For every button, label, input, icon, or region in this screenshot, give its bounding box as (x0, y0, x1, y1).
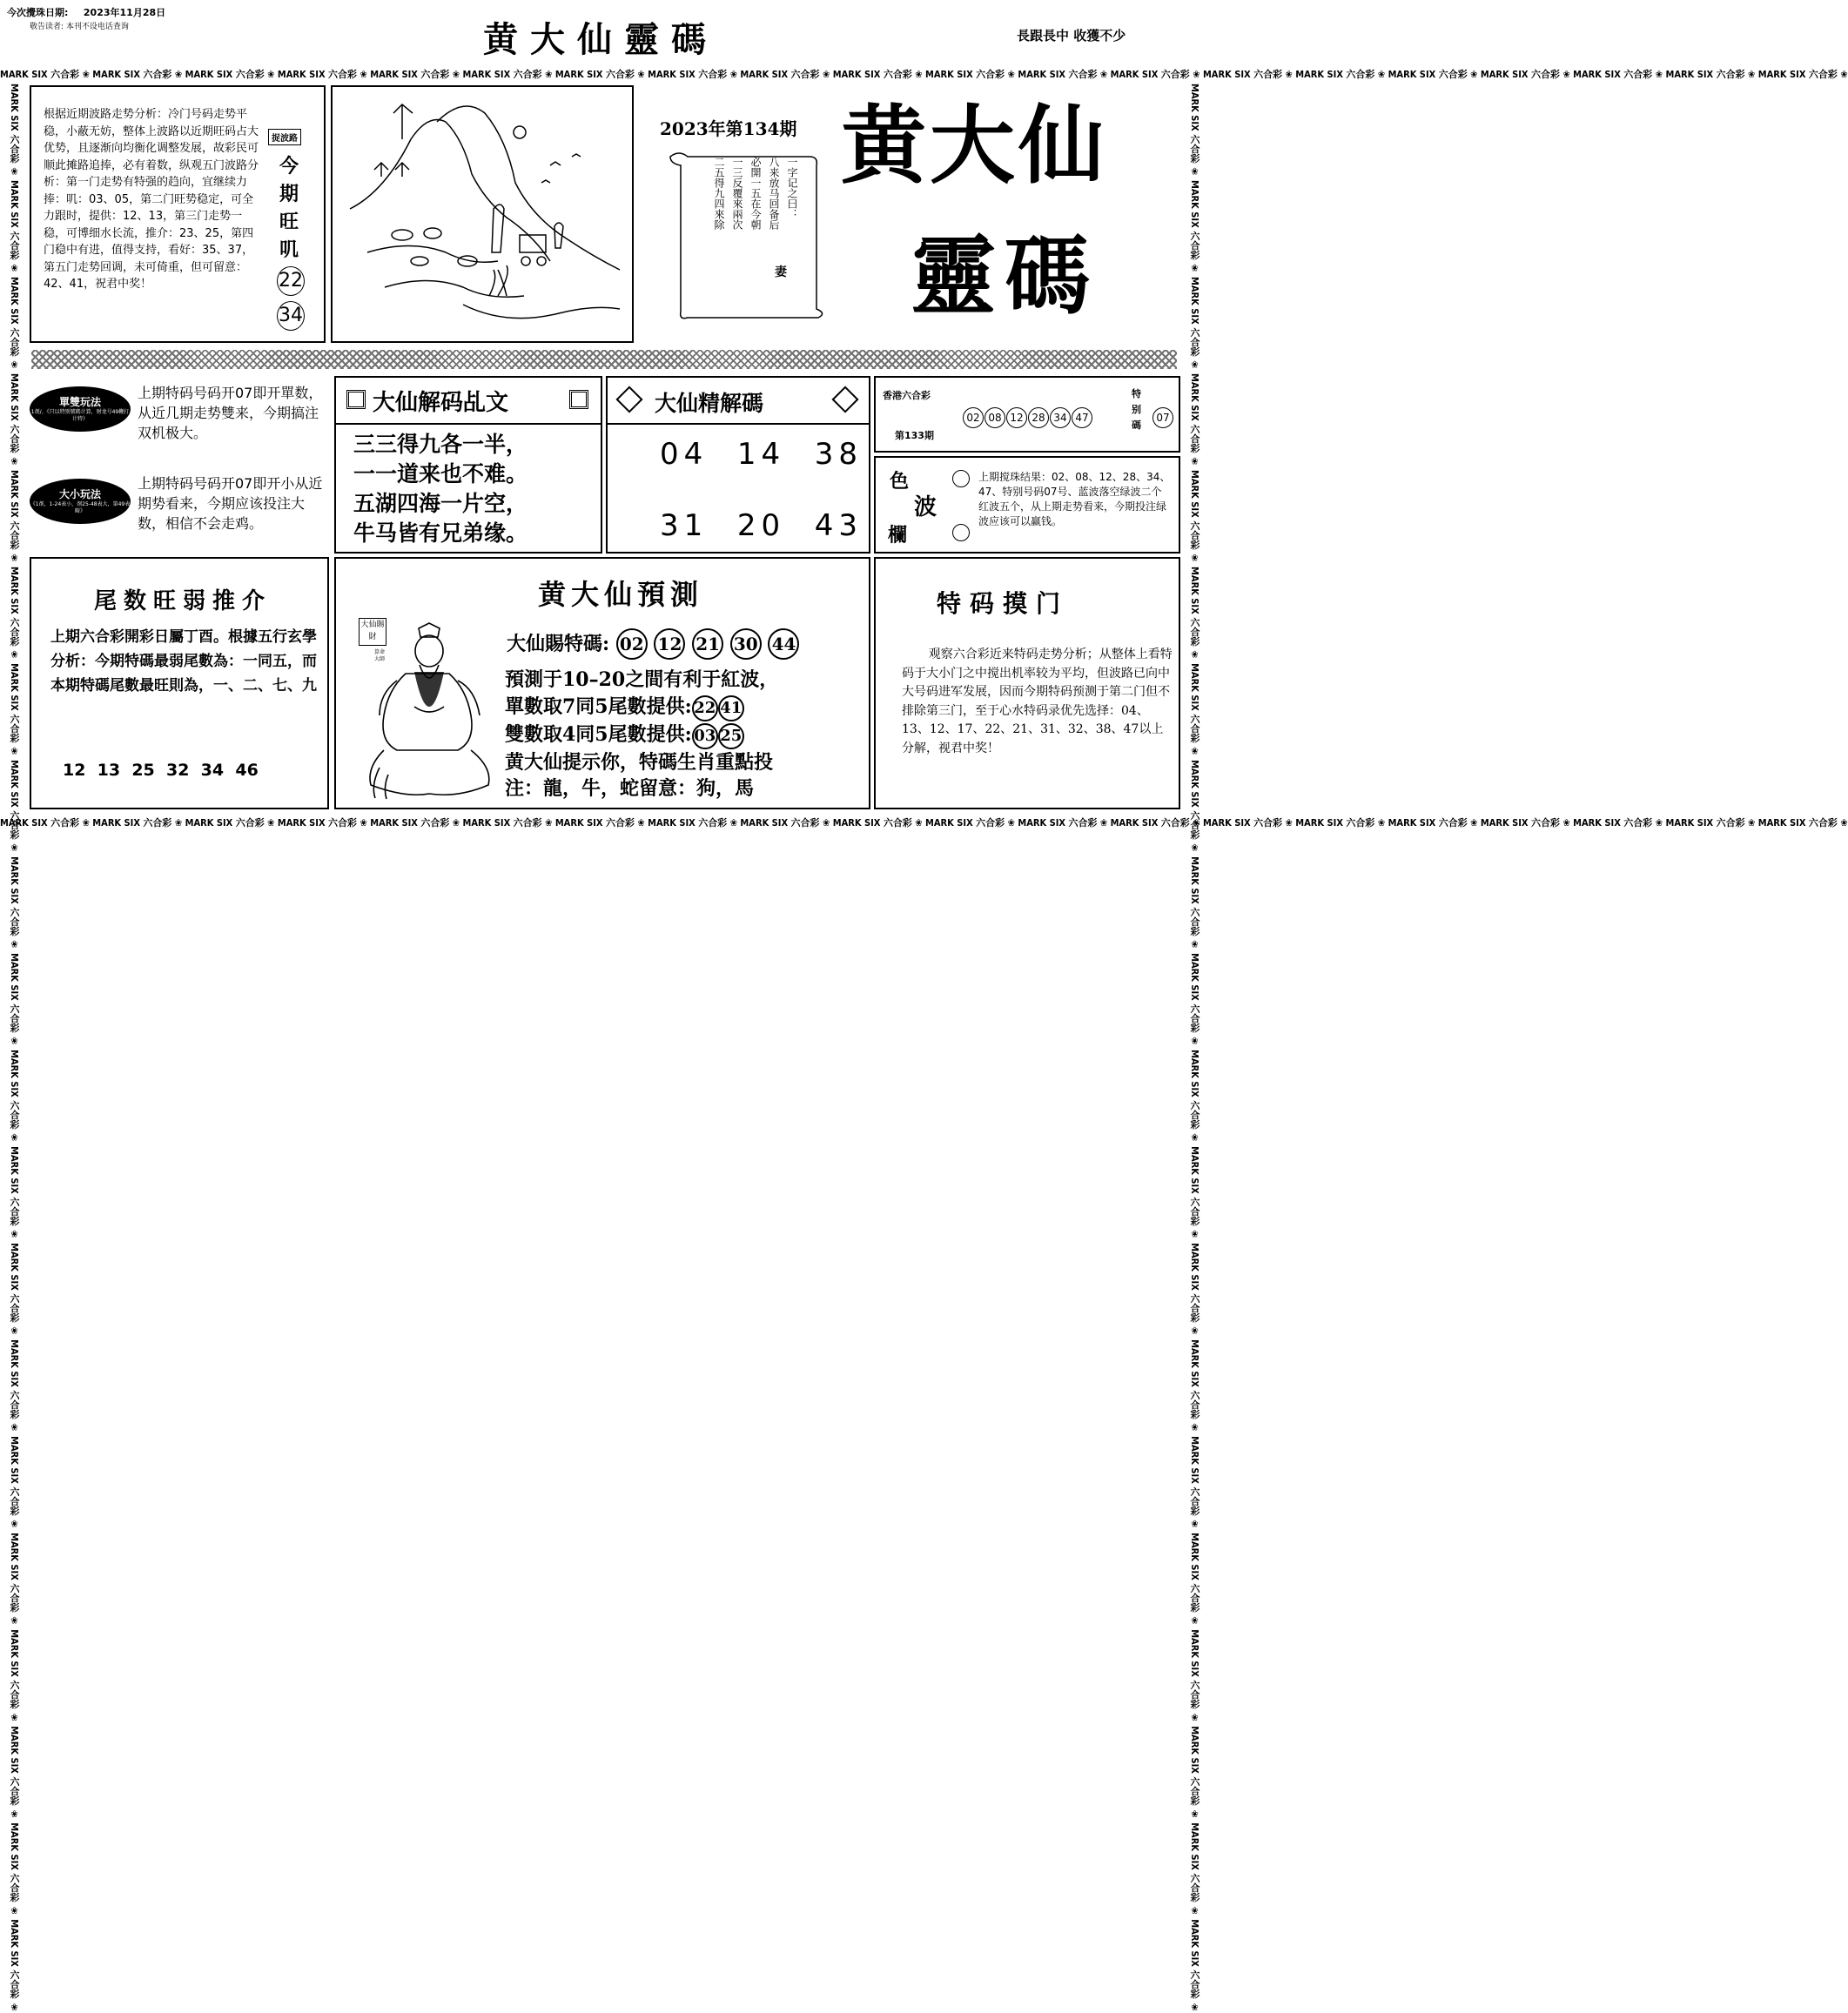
yu-ce-lines (505, 667, 778, 802)
yu-ce-line: 注：龍，牛，蛇留意：狗，馬 (505, 777, 755, 800)
result-panel (874, 376, 1180, 453)
page-title: 黄大仙靈碼 (483, 19, 718, 60)
verse-line: 牛马皆有兄弟缘。 (353, 520, 528, 546)
wei-shu-nums: 12 13 25 32 34 46 (63, 761, 259, 780)
verse-line: 一三反覆來兩次 (731, 157, 743, 230)
wei-shu-text: 上期六合彩開彩日屬丁酉。根據五行玄學分析：今期特碼最弱尾數為：一同五，而本期特碼尾數最旺則為，一、二、七、九 (50, 628, 317, 694)
dan-shuang-note: 1剤/、《只以特别號碼计算，财龙号49鞭打计特》 (30, 409, 130, 422)
result-issue: 第133期 (895, 430, 934, 441)
border-text: MARK SIX 六合彩 ❀ MARK SIX 六合彩 ❀ MARK SIX 六合彩 ❀ MARK SIX 六合彩 ❀ MARK SIX 六合彩 ❀ MARK SIX 六合彩 ❀ MARK SIX 六合彩 ❀ MARK SIX 六合彩 ❀ MARK SIX 六合彩 ❀ MARK SIX 六合彩 ❀ MARK SIX 六合彩 ❀ MARK SIX 六合彩 ❀ MARK SIX 六合彩 ❀ MARK SIX 六合彩 ❀ MARK SIX 六合彩 ❀ MARK SIX 六合彩 ❀ MARK SIX 六合彩 ❀ MARK SIX 六合彩 ❀ MARK SIX 六合彩 ❀ MARK SIX 六合彩 ❀ (9, 84, 20, 2013)
verse-line: 一一道来也不难。 (353, 461, 528, 486)
slogan: 長跟長中 收獲不少 (1017, 28, 1126, 44)
verse-line: 必開一五在今朝 (749, 157, 762, 230)
wei-shu-title: 尾数旺弱推介 (94, 588, 272, 614)
yu-ce-num: 03 (692, 723, 718, 749)
yu-ce-num: 25 (718, 723, 744, 749)
diamond-ornament-icon (831, 386, 858, 413)
ci-label: 大仙賜特碼: (507, 633, 610, 655)
jing-jie-title: 大仙精解碼 (655, 391, 764, 416)
da-xiao-tag-label: 大小玩法 (58, 488, 101, 500)
bo-lu-text: 根据近期波路走势分析：冷门号码走势平稳，小蔽无妨，整体上波路以近期旺码占大优势，且逐渐向均衡化调整发展，故彩民可顺此摊路追捧，必有着数，纵观五门波路分析：第一门走势有特强的趋向，宜继续力捧：叽：03、05，第二门旺势稳定，可全力跟时，提供：12、13，第三门走势一稳，可博细水长流，推介：23、25，第四门稳中有进，值得支持，看好：35、37，第五门走势回调，未可倚重，但可留意：42、41，祝君中奖！ (44, 108, 259, 291)
jing-jie-row2: 31 20 43 (660, 508, 864, 543)
border-bottom (0, 815, 1848, 832)
sage-illustration (353, 620, 501, 804)
yu-ce-title: 黄大仙預測 (538, 578, 704, 611)
ci-num: 44 (768, 628, 799, 660)
circle-icon (952, 524, 970, 541)
luan-wen-panel (334, 376, 602, 554)
special-ball: 07 (1152, 407, 1173, 428)
da-xiao-text: 上期特码号码开07即开小从近期势看来，今期应该投注大数，相信不会走鸡。 (138, 475, 323, 532)
border-right (1186, 84, 1203, 2013)
border-text: MARK SIX 六合彩 ❀ MARK SIX 六合彩 ❀ MARK SIX 六合彩 ❀ MARK SIX 六合彩 ❀ MARK SIX 六合彩 ❀ MARK SIX 六合彩 ❀ MARK SIX 六合彩 ❀ MARK SIX 六合彩 ❀ MARK SIX 六合彩 ❀ MARK SIX 六合彩 ❀ MARK SIX 六合彩 ❀ MARK SIX 六合彩 ❀ MARK SIX 六合彩 ❀ MARK SIX 六合彩 ❀ MARK SIX 六合彩 ❀ MARK SIX 六合彩 ❀ MARK SIX 六合彩 ❀ MARK SIX 六合彩 ❀ MARK SIX 六合彩 ❀ MARK SIX 六合彩 ❀ (1189, 84, 1200, 2013)
issue-number: 2023年第134期 (660, 118, 797, 139)
verse-line: 五湖四海一片空， (353, 491, 528, 516)
yu-ce-line: 預測于10–20之間有利于紅波， (505, 668, 779, 691)
wei-shu-panel (30, 557, 329, 809)
bo-lu-char: 叽 (279, 239, 299, 261)
verse-answer: 妻 (775, 265, 787, 279)
border-text: MARK SIX 六合彩 ❀ MARK SIX 六合彩 ❀ MARK SIX 六合彩 ❀ MARK SIX 六合彩 ❀ MARK SIX 六合彩 ❀ MARK SIX 六合彩 ❀ MARK SIX 六合彩 ❀ MARK SIX 六合彩 ❀ MARK SIX 六合彩 ❀ MARK SIX 六合彩 ❀ MARK SIX 六合彩 ❀ MARK SIX 六合彩 ❀ MARK SIX 六合彩 ❀ MARK SIX 六合彩 ❀ MARK SIX 六合彩 ❀ MARK SIX 六合彩 ❀ MARK SIX 六合彩 ❀ MARK SIX 六合彩 ❀ MARK SIX 六合彩 ❀ MARK SIX 六合彩 ❀ (0, 817, 1848, 829)
mo-men-title: 特码摸门 (937, 589, 1070, 618)
verse-line: 二五得九四來除 (713, 157, 725, 230)
yu-ce-num: 22 (692, 695, 718, 721)
result-ball: 08 (984, 407, 1005, 428)
luan-wen-title: 大仙解码乩文 (373, 390, 509, 416)
result-ball: 12 (1006, 407, 1027, 428)
jing-jie-row1: 04 14 38 (660, 437, 864, 472)
ci-num: 30 (730, 628, 762, 660)
ci-num: 02 (616, 628, 648, 660)
draw-date-label: 今次攪珠日期: (7, 7, 69, 18)
luan-wen-verse (353, 430, 528, 548)
circle-icon (952, 470, 970, 487)
bo-lu-label (273, 153, 305, 265)
verse-line: 一字记之曰： (786, 157, 798, 219)
seal-stamp: 大仙賜財 (359, 618, 386, 646)
result-ball: 28 (1028, 407, 1049, 428)
border-text: MARK SIX 六合彩 ❀ MARK SIX 六合彩 ❀ MARK SIX 六合彩 ❀ MARK SIX 六合彩 ❀ MARK SIX 六合彩 ❀ MARK SIX 六合彩 ❀ MARK SIX 六合彩 ❀ MARK SIX 六合彩 ❀ MARK SIX 六合彩 ❀ MARK SIX 六合彩 ❀ MARK SIX 六合彩 ❀ MARK SIX 六合彩 ❀ MARK SIX 六合彩 ❀ MARK SIX 六合彩 ❀ MARK SIX 六合彩 ❀ MARK SIX 六合彩 ❀ MARK SIX 六合彩 ❀ MARK SIX 六合彩 ❀ MARK SIX 六合彩 ❀ MARK SIX 六合彩 ❀ (0, 69, 1848, 80)
bo-lu-char: 旺 (279, 211, 299, 233)
se-bo-text: 上期搅珠结果：02、08、12、28、34、47、特别号码07号、蓝波落空绿波二个红波五个，从上期走势看来，今期投注绿波应该可以赢钱。 (978, 471, 1171, 527)
dan-shuang-tag (30, 386, 131, 432)
bo-lu-num: 22 (277, 266, 305, 296)
verse-line: 三三得九各一半， (353, 432, 528, 457)
landscape-drawing (333, 87, 632, 341)
yu-ce-line: 黄大仙提示你，特碼生肖重點投 (505, 750, 774, 774)
divider-pattern (31, 350, 1177, 369)
dan-shuang-tag-label: 單雙玩法 (58, 396, 101, 408)
jing-jie-panel (606, 376, 870, 554)
yu-ce-line-label: 單數取7同5尾數提供: (505, 694, 692, 718)
result-label: 香港六合彩 (883, 390, 931, 401)
scroll-verse (688, 157, 801, 305)
da-xiao-note: 《1剤，1-24表小，剤25-48表大，第49表畸》 (30, 501, 131, 514)
notice: 敬告读者: 本刊不设电话查询 (30, 23, 129, 31)
bo-lu-panel (30, 85, 326, 343)
yu-ce-line (505, 694, 778, 721)
yu-ce-line (505, 721, 778, 749)
border-left (5, 84, 23, 2013)
mo-men-text: 观察六合彩近来特码走势分析；从整体上看特码于大小门之中搅出机率较为平均，但波路已向中大号码进军发展，因而今期特码预测于第二门但不排除第三门，至于心水特码录优先选择：04、13、12、17、22、21、31、32、38、47以上分解，视君中奖！ (902, 648, 1173, 755)
yu-ce-num: 41 (718, 695, 744, 721)
se-bo-panel (874, 456, 1180, 554)
mo-men-panel (874, 557, 1180, 809)
landscape-illustration (331, 85, 634, 343)
diamond-ornament-icon (615, 386, 642, 413)
result-balls (963, 407, 1093, 428)
luan-wen-header (336, 378, 601, 425)
bo-lu-tag: 捉波路 (268, 129, 301, 145)
se-bo-char: 色 (890, 471, 910, 493)
bo-lu-char: 期 (279, 184, 299, 205)
se-bo-char: 欄 (888, 525, 908, 547)
result-ball: 47 (1072, 407, 1092, 428)
logo-line2: 靈碼 (911, 226, 1099, 326)
dan-shuang-text: 上期特码号码开07即开單数，从近几期走势雙来，今期搞注双机极大。 (138, 385, 323, 441)
jing-jie-header (608, 378, 869, 425)
yu-ce-panel (334, 557, 870, 809)
ci-num: 21 (692, 628, 723, 660)
result-ball: 34 (1050, 407, 1071, 428)
seal-small: 算命大師 (374, 649, 386, 662)
da-xiao-tag (30, 479, 131, 524)
draw-date: 2023年11月28日 (83, 7, 166, 18)
special-label: 特别碼 (1132, 388, 1141, 431)
logo-line1: 黄大仙 (841, 96, 1108, 196)
yu-ce-line-label: 雙數取4同5尾數提供: (505, 722, 692, 746)
header-left (7, 5, 165, 35)
ci-te-ma (507, 628, 799, 660)
square-ornament-icon (569, 390, 588, 409)
square-ornament-icon (346, 390, 366, 409)
result-ball: 02 (963, 407, 984, 428)
border-top (0, 66, 1848, 84)
se-bo-char: 波 (914, 494, 937, 520)
bo-lu-char: 今 (279, 156, 299, 178)
ci-num: 12 (654, 628, 685, 660)
verse-line: 八来放马回备后 (768, 157, 780, 230)
bo-lu-num: 34 (277, 301, 305, 331)
